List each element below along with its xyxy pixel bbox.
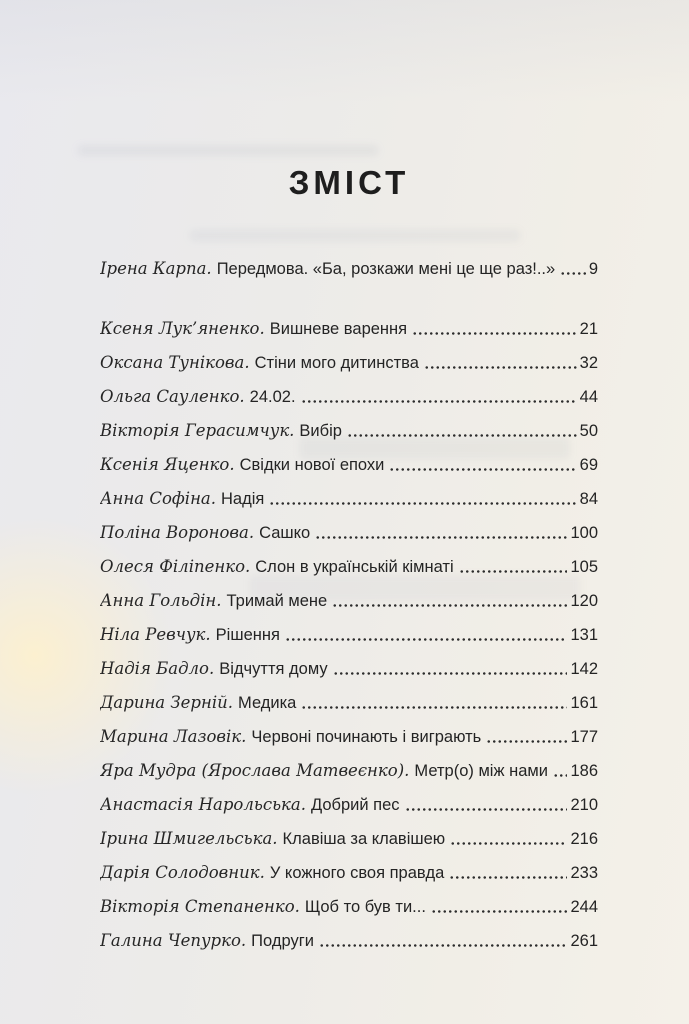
toc-entry-title: 24.02. xyxy=(249,388,296,406)
toc-entry-page: 216 xyxy=(570,830,598,848)
dot-leader xyxy=(319,943,568,948)
toc-entry xyxy=(100,421,598,441)
toc-entry-page: 69 xyxy=(579,456,598,474)
dot-leader xyxy=(560,271,586,276)
toc-entry-author: Вікторія Степаненко. xyxy=(100,897,300,916)
toc-entry-title: Надія xyxy=(221,490,265,508)
toc-entry xyxy=(100,259,598,279)
toc-entry-page: 120 xyxy=(570,592,598,610)
toc-entry-title: Передмова. «Ба, розкажи мені це ще раз!..» xyxy=(216,260,556,278)
dot-leader xyxy=(347,433,577,438)
dot-leader xyxy=(315,535,567,540)
toc-entry-page: 105 xyxy=(570,558,598,576)
toc-entry-author: Дарія Солодовник. xyxy=(100,863,265,882)
toc-entry-author: Ірена Карпа. xyxy=(100,259,212,278)
dot-leader xyxy=(333,671,568,676)
dot-leader xyxy=(269,501,576,506)
toc-entry-author: Анастасія Нарольська. xyxy=(100,795,306,814)
toc-entry-author: Надія Бадло. xyxy=(100,659,215,678)
toc-entry xyxy=(100,523,598,543)
toc-entry-title: Щоб то був ти... xyxy=(304,898,426,916)
dot-leader xyxy=(332,603,567,608)
toc-entry-title: Добрий пес xyxy=(310,796,400,814)
toc-entry-title: Тримай мене xyxy=(226,592,328,610)
toc-entry-title: Свідки нової епохи xyxy=(239,456,385,474)
table-of-contents xyxy=(100,0,598,965)
toc-entry-author: Галина Чепурко. xyxy=(100,931,247,950)
toc-entry-page: 244 xyxy=(570,898,598,916)
toc-entry-author: Марина Лазовік. xyxy=(100,727,247,746)
toc-entry-title: Медика xyxy=(238,694,297,712)
toc-entry-author: Поліна Воронова. xyxy=(100,523,255,542)
toc-entry xyxy=(100,591,598,611)
toc-entry-page: 186 xyxy=(570,762,598,780)
dot-leader xyxy=(285,637,568,642)
toc-entry xyxy=(100,659,598,679)
toc-entry-author: Вікторія Герасимчук. xyxy=(100,421,295,440)
toc-entry xyxy=(100,897,598,917)
toc-entry-title: Червоні починають і виграють xyxy=(251,728,482,746)
dot-leader xyxy=(449,875,567,880)
toc-entry xyxy=(100,489,598,509)
toc-entry-title: Подруги xyxy=(251,932,314,950)
toc-entry-page: 32 xyxy=(579,354,598,372)
toc-entry-title: Стіни мого дитинства xyxy=(254,354,419,372)
toc-entry xyxy=(100,455,598,475)
toc-entry-title: Метр(о) між нами xyxy=(414,762,548,780)
toc-entry xyxy=(100,319,598,339)
dot-leader xyxy=(450,841,567,846)
toc-entry-author: Анна Софіна. xyxy=(100,489,217,508)
dot-leader xyxy=(424,365,577,370)
dot-leader xyxy=(301,399,577,404)
toc-entry-title: Відчуття дому xyxy=(219,660,328,678)
toc-entry xyxy=(100,829,598,849)
toc-entry-author: Ксеня Лук’яненко. xyxy=(100,319,265,338)
toc-entry xyxy=(100,931,598,951)
dot-leader xyxy=(389,467,576,472)
toc-entry-author: Ксенія Яценко. xyxy=(100,455,235,474)
toc-entry-author: Олеся Філіпенко. xyxy=(100,557,251,576)
toc-entry-page: 233 xyxy=(570,864,598,882)
dot-leader xyxy=(486,739,567,744)
toc-entry-title: Слон в українській кімнаті xyxy=(255,558,454,576)
toc-entry-author: Дарина Зерній. xyxy=(100,693,234,712)
toc-entry-page: 21 xyxy=(579,320,598,338)
toc-entry-page: 177 xyxy=(570,728,598,746)
dot-leader xyxy=(553,773,568,778)
toc-entry xyxy=(100,557,598,577)
toc-entry-page: 44 xyxy=(579,388,598,406)
toc-entry-author: Ольга Сауленко. xyxy=(100,387,245,406)
toc-entry-title: У кожного своя правда xyxy=(269,864,445,882)
toc-entry-title: Рішення xyxy=(215,626,280,644)
toc-entry-page: 9 xyxy=(588,260,598,278)
toc-entry xyxy=(100,353,598,373)
toc-entry-author: Оксана Тунікова. xyxy=(100,353,250,372)
dot-leader xyxy=(459,569,568,574)
dot-leader xyxy=(301,705,567,710)
toc-entry-title: Вишневе варення xyxy=(269,320,408,338)
toc-entry-author: Яра Мудра (Ярослава Матвеєнко). xyxy=(100,761,410,780)
toc-entry xyxy=(100,625,598,645)
toc-entry-page: 161 xyxy=(570,694,598,712)
page-title: ЗМІСТ xyxy=(288,164,410,201)
toc-entry-page: 84 xyxy=(579,490,598,508)
toc-entry-author: Ніла Ревчук. xyxy=(100,625,211,644)
dot-leader xyxy=(412,331,577,336)
toc-entry-author: Анна Гольдін. xyxy=(100,591,222,610)
toc-entry-title: Вибір xyxy=(299,422,342,440)
toc-entry-page: 142 xyxy=(570,660,598,678)
dot-leader xyxy=(431,909,568,914)
dot-leader xyxy=(405,807,568,812)
toc-entry-page: 210 xyxy=(570,796,598,814)
toc-entry xyxy=(100,727,598,747)
toc-list xyxy=(100,259,598,951)
toc-entry xyxy=(100,863,598,883)
toc-entry-page: 100 xyxy=(570,524,598,542)
toc-entry-page: 261 xyxy=(570,932,598,950)
toc-entry-title: Сашко xyxy=(259,524,311,542)
toc-entry-page: 50 xyxy=(579,422,598,440)
toc-entry xyxy=(100,693,598,713)
toc-entry xyxy=(100,795,598,815)
toc-entry-title: Клавіша за клавішею xyxy=(282,830,446,848)
toc-entry xyxy=(100,761,598,781)
toc-entry-page: 131 xyxy=(570,626,598,644)
toc-entry-author: Ірина Шмигельська. xyxy=(100,829,278,848)
toc-entry xyxy=(100,387,598,407)
